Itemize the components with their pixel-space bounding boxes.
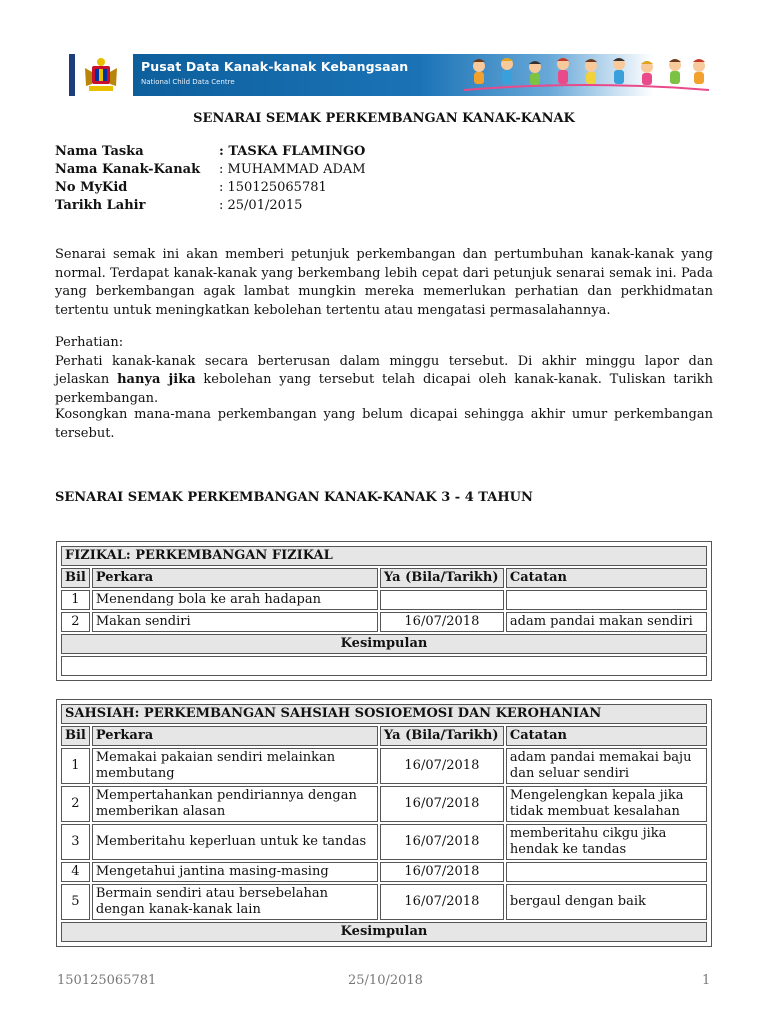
table-row xyxy=(61,590,707,610)
row-catatan xyxy=(506,862,707,882)
child-name-label: Nama Kanak-Kanak xyxy=(55,162,201,177)
header-banner xyxy=(69,54,713,96)
row-bil: 1 xyxy=(61,748,90,784)
banner-title: Pusat Data Kanak-kanak Kebangsaan xyxy=(141,59,409,74)
row-catatan: adam pandai memakai baju dan seluar sendiri xyxy=(506,748,707,784)
footer-mykid: 150125065781 xyxy=(57,973,157,988)
empty-note-paragraph: Kosongkan mana-mana perkembangan yang belum dicapai sehingga akhir umur perkembangan tersebut. xyxy=(55,407,713,441)
attention-paragraph xyxy=(55,334,713,408)
banner-accent-bar xyxy=(69,54,75,96)
row-bil: 2 xyxy=(61,786,90,822)
col-perkara: Perkara xyxy=(92,726,378,746)
table-row xyxy=(61,612,707,632)
malaysia-crest-icon xyxy=(81,56,121,94)
row-ya: 16/07/2018 xyxy=(380,748,504,784)
row-catatan: adam pandai makan sendiri xyxy=(506,612,707,632)
child-info xyxy=(55,143,366,215)
row-perkara: Bermain sendiri atau bersebelahan dengan kanak-kanak lain xyxy=(92,884,378,920)
col-ya: Ya (Bila/Tarikh) xyxy=(380,568,504,588)
row-bil: 4 xyxy=(61,862,90,882)
row-ya: 16/07/2018 xyxy=(380,786,504,822)
row-ya xyxy=(380,590,504,610)
sahsiah-title: SAHSIAH: PERKEMBANGAN SAHSIAH SOSIOEMOSI DAN KEROHANIAN xyxy=(61,704,707,724)
row-perkara: Memakai pakaian sendiri melainkan membutang xyxy=(92,748,378,784)
taska-value: : TASKA FLAMINGO xyxy=(219,144,366,159)
child-name-value: : MUHAMMAD ADAM xyxy=(219,162,366,177)
row-ya: 16/07/2018 xyxy=(380,884,504,920)
col-catatan: Catatan xyxy=(506,726,707,746)
table-row xyxy=(61,862,707,882)
fizikal-title: FIZIKAL: PERKEMBANGAN FIZIKAL xyxy=(61,546,707,566)
row-bil: 2 xyxy=(61,612,90,632)
row-bil: 3 xyxy=(61,824,90,860)
children-illustration-icon xyxy=(459,54,713,96)
col-catatan: Catatan xyxy=(506,568,707,588)
row-catatan xyxy=(506,590,707,610)
row-ya: 16/07/2018 xyxy=(380,862,504,882)
attention-line1: Perhati kanak-kanak secara berterusan dalam minggu tersebut. Di akhir minggu lapor dan jelaskan xyxy=(55,353,713,387)
table-row xyxy=(61,824,707,860)
row-perkara: Mempertahankan pendiriannya dengan memberikan alasan xyxy=(92,786,378,822)
mykid-value: : 150125065781 xyxy=(219,180,327,195)
page-title: SENARAI SEMAK PERKEMBANGAN KANAK-KANAK xyxy=(193,111,575,126)
table-row xyxy=(61,748,707,784)
mykid-label: No MyKid xyxy=(55,180,128,195)
kesimpulan-label: Kesimpulan xyxy=(61,922,707,942)
row-perkara: Makan sendiri xyxy=(92,612,378,632)
row-perkara: Menendang bola ke arah hadapan xyxy=(92,590,378,610)
info-row-taska xyxy=(55,143,366,161)
intro-paragraph: Senarai semak ini akan memberi petunjuk perkembangan dan pertumbuhan kanak-kanak yang normal. Terdapat kanak-kanak yang berkembang lebih cepat dari petunjuk senarai semak ini. Pada yang berkembangan agak lambat mungkin mereka memerlukan perhatian dan perkhidmatan tertentu untuk meningkatkan kebolehan tertentu atau mengatasi permasalahannya. xyxy=(55,247,713,318)
row-bil: 5 xyxy=(61,884,90,920)
sahsiah-header-row xyxy=(61,726,707,746)
row-perkara: Mengetahui jantina masing-masing xyxy=(92,862,378,882)
row-bil: 1 xyxy=(61,590,90,610)
info-row-dob xyxy=(55,197,366,215)
row-catatan: bergaul dengan baik xyxy=(506,884,707,920)
attention-bold: hanya jika xyxy=(117,372,196,387)
table-row xyxy=(61,884,707,920)
footer-page-number: 1 xyxy=(702,973,711,988)
col-perkara: Perkara xyxy=(92,568,378,588)
row-catatan: Mengelengkan kepala jika tidak membuat kesalahan xyxy=(506,786,707,822)
dob-value: : 25/01/2015 xyxy=(219,198,303,213)
info-row-mykid xyxy=(55,179,366,197)
banner-subtitle: National Child Data Centre xyxy=(141,78,235,86)
info-row-child xyxy=(55,161,366,179)
col-ya: Ya (Bila/Tarikh) xyxy=(380,726,504,746)
row-ya: 16/07/2018 xyxy=(380,824,504,860)
row-perkara: Memberitahu keperluan untuk ke tandas xyxy=(92,824,378,860)
attention-text xyxy=(55,353,713,409)
fizikal-header-row xyxy=(61,568,707,588)
sahsiah-table xyxy=(56,699,712,947)
footer-date: 25/10/2018 xyxy=(348,973,423,988)
table-row xyxy=(61,786,707,822)
attention-heading: Perhatian: xyxy=(55,335,124,350)
row-ya: 16/07/2018 xyxy=(380,612,504,632)
fizikal-table xyxy=(56,541,712,681)
section-title: SENARAI SEMAK PERKEMBANGAN KANAK-KANAK 3 - 4 TAHUN xyxy=(55,490,533,505)
kesimpulan-value xyxy=(61,656,707,676)
col-bil: Bil xyxy=(61,568,90,588)
attention-line2: kebolehan yang tersebut telah dicapai oleh kanak-kanak. Tuliskan tarikh perkembangan. xyxy=(55,372,713,406)
taska-label: Nama Taska xyxy=(55,144,144,159)
row-catatan: memberitahu cikgu jika hendak ke tandas xyxy=(506,824,707,860)
kesimpulan-label: Kesimpulan xyxy=(61,634,707,654)
col-bil: Bil xyxy=(61,726,90,746)
dob-label: Tarikh Lahir xyxy=(55,198,146,213)
